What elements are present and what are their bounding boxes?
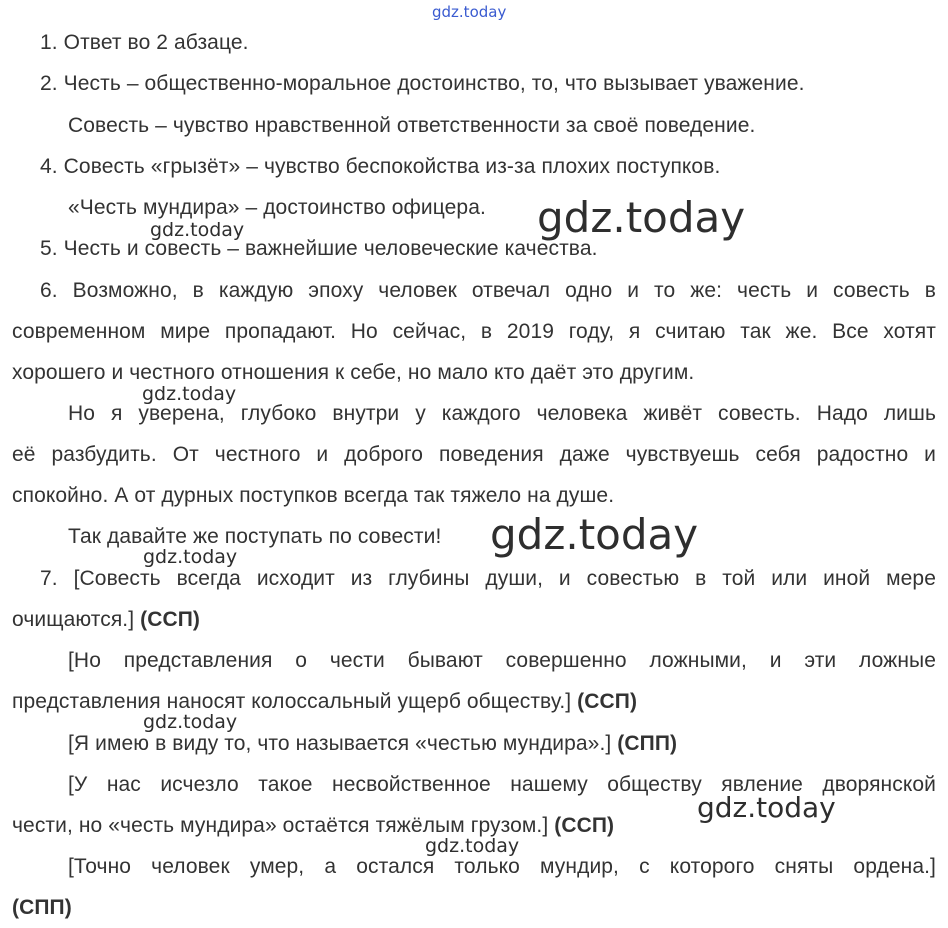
answer-6-line-7: Так давайте же поступать по совести! [68,525,442,548]
answer-7-line-5 [68,731,936,757]
watermark-top: gdz.today [432,3,507,21]
answer-2-line-2: Совесть – чувство нравственной ответственности за своё поведение. [68,114,756,137]
answer-7-line-3: [Но представления о чести бывают совершенно ложными, и эти ложные [68,649,936,672]
sentence-type-tag: (СПП) [617,732,678,755]
sentence-text: очищаются.] [12,608,135,631]
watermark-small-4: gdz.today [143,711,238,733]
answer-7-line-6: [У нас исчезло такое несвойственное нашему обществу явление дворянской [68,773,936,796]
sentence-text: чести, но «честь мундира» остаётся тяжёлым грузом.] [12,814,549,837]
watermark-small-1: gdz.today [150,219,245,241]
answer-6-line-4: Но я уверена, глубоко внутри у каждого человека живёт совесть. Надо лишь [68,402,936,425]
watermark-small-5: gdz.today [425,835,520,857]
answer-7-line-2 [12,607,936,633]
sentence-text: [Я имею в виду то, что называется «честью мундира».] [68,732,612,755]
watermark-large-2: gdz.today [490,510,699,559]
sentence-text: представления наносят колоссальный ущерб обществу.] [12,690,572,713]
sentence-type-tag: (ССП) [140,608,201,631]
answer-6-line-3: хорошего и честного отношения к себе, но мало кто даёт это другим. [12,361,695,384]
watermark-small-3: gdz.today [143,546,238,568]
answer-6-line-6: спокойно. А от дурных поступков всегда так тяжело на душе. [12,484,615,507]
answer-1-line: 1. Ответ во 2 абзаце. [40,31,249,54]
answer-2-line: 2. Честь – общественно-моральное достоинство, то, что вызывает уважение. [40,72,805,95]
sentence-type-tag: (СПП) [12,896,72,919]
answer-4-line: 4. Совесть «грызёт» – чувство беспокойства из-за плохих поступков. [40,155,721,178]
answer-6-line-1: 6. Возможно, в каждую эпоху человек отвечал одно и то же: честь и совесть в [40,279,936,302]
answer-6-line-2: современном мире пропадают. Но сейчас, в 2019 году, я считаю так же. Все хотят [12,320,936,343]
answer-5-line: 5. Честь и совесть – важнейшие человеческие качества. [40,237,598,260]
watermark-small-2: gdz.today [142,383,237,405]
answer-6-line-5: её разбудить. От честного и доброго поведения даже чувствуешь себя радостно и [12,443,936,466]
answer-4-line-2: «Честь мундира» – достоинство офицера. [68,196,486,219]
answer-7-line-1: 7. [Совесть всегда исходит из глубины души, и совестью в той или иной мере [40,567,936,590]
watermark-large-1: gdz.today [537,193,746,242]
watermark-mid-1: gdz.today [697,791,836,824]
sentence-type-tag: (ССП) [577,690,638,713]
sentence-type-tag: (ССП) [554,814,615,837]
answer-7-line-8: [Точно человек умер, а остался только мундир, с которого сняты ордена.] [68,855,936,878]
